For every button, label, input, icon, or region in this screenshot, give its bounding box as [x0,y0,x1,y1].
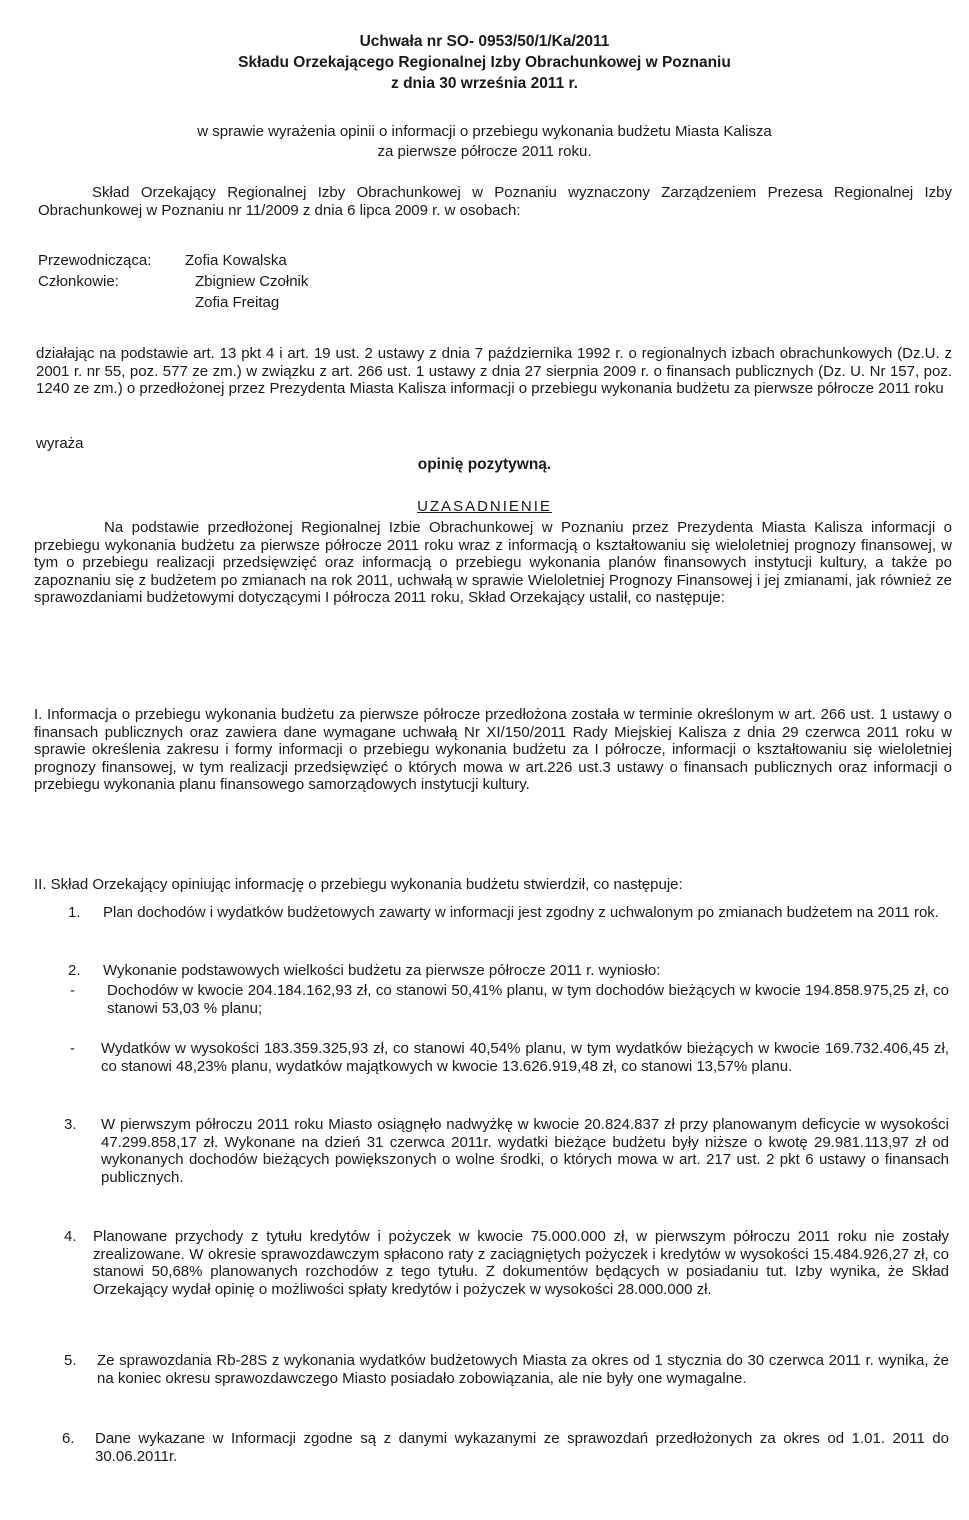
intro-paragraph: Skład Orzekający Regionalnej Izby Obrachunkowej w Poznaniu wyznaczony Zarządzeniem Prezesa Regionalnej Izby Obrachunkowej w Poznaniu nr 11/2009 z dnia 6 lipca 2009 r. w osobach: [38,184,952,219]
item-number: 5. [64,1352,77,1369]
issuing-body: Składu Orzekającego Regionalnej Izby Obrachunkowej w Poznaniu [238,54,731,71]
item-text: Planowane przychody z tytułu kredytów i pożyczek w kwocie 75.000.000 zł, w pierwszym półroczu 2011 roku nie zostały zrealizowane. W okresie sprawozdawczym spłacono raty z zaciągniętych pożyczek i kredytów w wysokości 15.484.926,27 zł, co stanowi 50,68% planowanych rozchodów z tego tytułu. Z dokumentów będących w posiadaniu tut. Izby wynika, że Skład Orzekający wydał opinię o możliwości spłaty kredytów i pożyczek w wysokości 28.000.000 zł. [93,1228,949,1298]
legal-basis-paragraph: działając na podstawie art. 13 pkt 4 i art. 19 ust. 2 ustawy z dnia 7 października 1992 r. o regionalnych izbach obrachunkowych (Dz.U. z 2001 r. nr 55, poz. 577 ze zm.) w związku z art. 266 ust. 1 ustawy z dnia 27 sierpnia 2009 r. o finansach publicznych (Dz. U. Nr 157, poz. 1240 ze zm.) o przedłożonej przez Prezydenta Miasta Kalisza informacji o przebiegu wykonania budżetu za pierwsze półrocze 2011 roku [36,345,952,398]
section-2-intro: II. Skład Orzekający opiniując informację o przebiegu wykonania budżetu stwierdził, co następuje: [34,876,683,893]
justification-intro: Na podstawie przedłożonej Regionalnej Izbie Obrachunkowej w Poznaniu przez Prezydenta Miasta Kalisza informacji o przebiegu wykonania budżetu za pierwsze półrocze 2011 roku wraz z informacją o kształtowaniu się wieloletniej prognozy finansowej, w tym o przebiegu realizacji przedsięwzięć oraz informacją o przebiegu wykonania planów finansowych instytucji kultury, a także po zapoznaniu się z budżetem po zmianach na rok 2011, uchwałą w sprawie Wieloletniej Prognozy Finansowej i jej zmianami, jak również ze sprawozdaniami budżetowymi dotyczącymi I półrocza 2011 roku, Skład Orzekający ustalił, co następuje: [34,519,952,607]
member-name-1: Zbigniew Czołnik [195,273,309,290]
dash-bullet: - [70,982,75,999]
resolution-date: z dnia 30 września 2011 r. [391,75,578,92]
item-number: 3. [64,1116,77,1133]
section-1-paragraph: I. Informacja o przebiegu wykonania budżetu za pierwsze półrocze przedłożona została w terminie określonym w art. 266 ust. 1 ustawy o finansach publicznych oraz zawiera dane wymagane uchwałą Nr XI/150/2011 Rady Miejskiej Kalisza z dnia 29 czerwca 2011 roku w sprawie określenia zakresu i formy informacji o przebiegu wykonania budżetu za I półrocze, informacji o kształtowaniu się wieloletniej prognozy finansowej, w tym realizacji przedsięwzięć o których mowa w art.226 ust.3 ustawy o finansach publicznych oraz informacji o przebiegu wykonania planu finansowego samorządowych instytucji kultury. [34,706,952,794]
subject-line-1: w sprawie wyrażenia opinii o informacji o przebiegu wykonania budżetu Miasta Kalisza [197,123,772,140]
member-name-2: Zofia Freitag [195,294,280,311]
resolution-number: Uchwała nr SO- 0953/50/1/Ka/2011 [359,33,610,50]
members-label: Członkowie: [38,273,119,290]
justification-title-text: UZASADNIENIE [417,498,552,515]
justification-title [0,498,969,515]
chair-name: Zofia Kowalska [185,252,287,269]
opinion-statement: opinię pozytywną. [417,456,552,473]
item-number: 2. [68,962,81,979]
item-number: 4. [64,1228,77,1245]
subject-line-2: za pierwsze półrocze 2011 roku. [377,143,592,160]
item-text: Plan dochodów i wydatków budżetowych zawarty w informacji jest zgodny z uchwalonym po zmianach budżetem na 2011 rok. [103,904,939,921]
item-number: 1. [68,904,81,921]
item-text: Dane wykazane w Informacji zgodne są z danymi wykazanymi ze sprawozdań przedłożonych za okres od 1.01. 2011 do 30.06.2011r. [95,1430,949,1465]
item-text: Dochodów w kwocie 204.184.162,93 zł, co stanowi 50,41% planu, w tym dochodów bieżących w kwocie 194.858.975,25 zł, co stanowi 53,03 % planu; [107,982,949,1017]
item-text: Wydatków w wysokości 183.359.325,93 zł, co stanowi 40,54% planu, w tym wydatków bieżących w kwocie 169.732.406,45 zł, co stanowi 48,23% planu, wydatków majątkowych w kwocie 13.626.919,48 zł, co stanowi 13,57% planu. [101,1040,949,1075]
item-text: Wykonanie podstawowych wielkości budżetu za pierwsze półrocze 2011 r. wyniosło: [103,962,661,979]
item-text: Ze sprawozdania Rb-28S z wykonania wydatków budżetowych Miasta za okres od 1 stycznia do 30 czerwca 2011 r. wynika, że na koniec okresu sprawozdawczego Miasto posiadało zobowiązania, ale nie były one wymagalne. [97,1352,949,1387]
wyraza-word: wyraża [36,435,84,452]
dash-bullet: - [70,1040,75,1057]
chair-label: Przewodnicząca: [38,252,152,269]
item-text: W pierwszym półroczu 2011 roku Miasto osiągnęło nadwyżkę w kwocie 20.824.837 zł przy planowanym deficycie w wysokości 47.299.858,17 zł. Wykonane na dzień 31 czerwca 2011r. wydatki bieżące budżetu były niższe o kwotę 29.981.113,97 zł od wykonanych dochodów bieżących powiększonych o wolne środki, o których mowa w art. 217 ust. 2 pkt 6 ustawy o finansach publicznych. [101,1116,949,1186]
item-number: 6. [62,1430,75,1447]
